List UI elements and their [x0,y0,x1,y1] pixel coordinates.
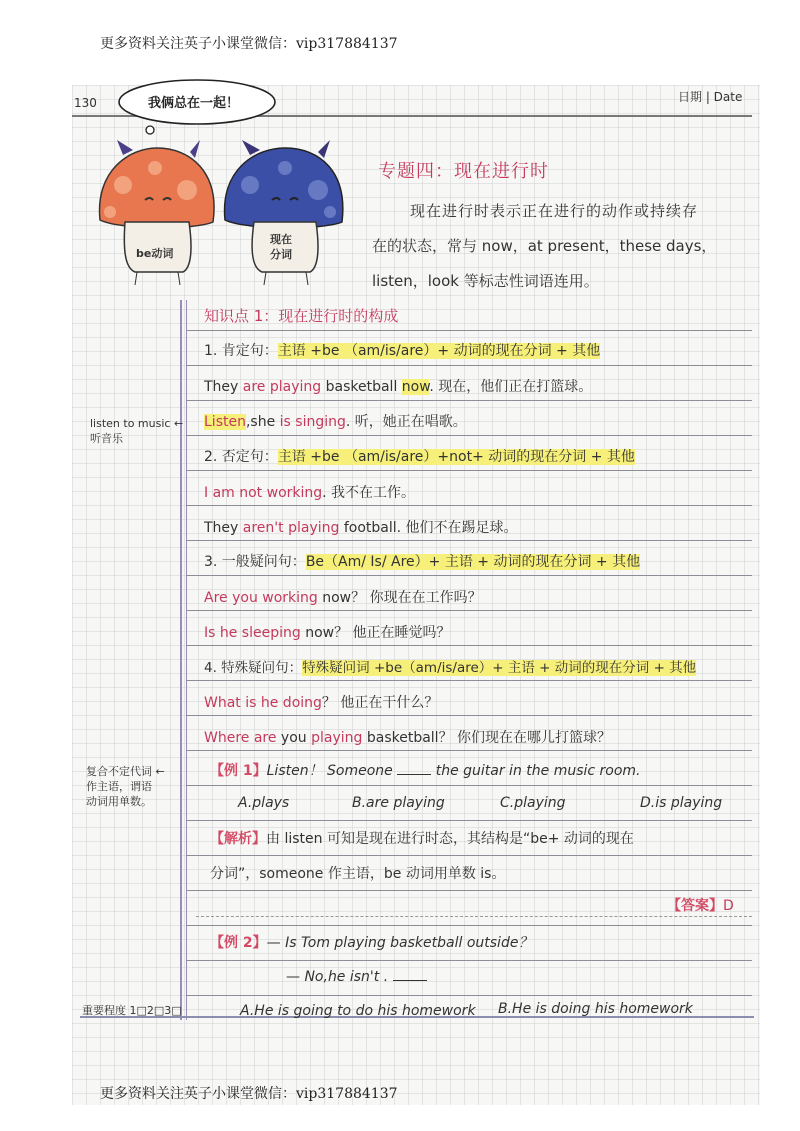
special-rule [204,656,696,676]
special-label: 4. 特殊疑问句： [204,660,303,676]
example-line-1 [204,376,592,396]
ruled-line [186,715,752,716]
example2-option-b: B.He is doing his homework [498,1001,693,1017]
example-line-5 [204,587,482,607]
ruled-line [186,435,752,436]
negative-formula: 主语 +be （am/is/are）+not+ 动词的现在分词 + 其他 [277,449,635,465]
ruled-line [186,820,752,821]
section1-title: 知识点 1：现在进行时的构成 [204,307,399,325]
example1-option-b: B.are playing [352,795,445,811]
ex8-verb: Where are [204,730,277,746]
page-number: 130 [74,96,97,110]
ex7-verb: What is he doing [204,695,322,711]
ruled-line [186,610,752,611]
example2-blank [393,968,427,981]
ex3-translation: . 我不在工作。 [322,485,416,501]
ex8-verb2: playing [311,730,363,746]
ex4-part: They [204,520,243,536]
side-note-listen [90,416,183,446]
mushroom-left-label: be动词 [136,247,174,260]
example1-option-a: A.plays [238,795,290,811]
side-note-pronoun [86,764,165,809]
intro-line-2: 在的状态，常与 now，at present，these days， [372,237,717,255]
side-note-line: 听音乐 [90,432,123,445]
watermark-bottom: 更多资料关注英子小课堂微信：vip317884137 [100,1086,398,1102]
ruled-line [186,330,752,331]
affirmative-rule [204,340,600,360]
ex2-verb: is singing [279,414,346,430]
ruled-line [186,750,752,751]
ruled-line [186,505,752,506]
ruled-line [186,890,752,891]
mushroom-right-label: 现在 分词 [270,233,292,261]
watermark-top: 更多资料关注英子小课堂微信：vip317884137 [100,36,398,52]
intro-line-3: listen，look 等标志性词语连用。 [372,272,599,290]
side-note-line: listen to music ← [90,417,184,430]
example1-question [210,760,641,780]
ex6-translation: now？ 他正在睡觉吗？ [300,625,451,641]
ruled-line [186,540,752,541]
ruled-line [186,960,752,961]
affirmative-formula: 主语 +be （am/is/are）+ 动词的现在分词 + 其他 [277,343,601,359]
example1-option-c: C.playing [500,795,566,811]
example1-option-d: D.is playing [640,795,723,811]
topic-title: 专题四：现在进行时 [378,161,549,182]
special-formula: 特殊疑问词 +be（am/is/are）+ 主语 + 动词的现在分词 + 其他 [302,660,697,676]
example2-text-2: — No,he isn't . [286,969,389,985]
ex1-verb: are playing [242,379,322,395]
importance-label: 重要程度 1□2□3□ [82,1004,182,1017]
ex5-translation: now？ 你现在在工作吗？ [317,590,482,606]
example-line-7 [204,692,438,712]
ex2-listen: Listen [204,414,246,430]
side-note-line: 动词用单数。 [86,795,152,808]
analysis-line-2: 分词”，someone 作主语，be 动词用单数 is。 [210,866,506,882]
example-line-6 [204,622,451,642]
affirmative-label: 1. 肯定句： [204,343,278,359]
example-line-2 [204,411,467,431]
analysis-text-1: 由 listen 可知是现在进行时态，其结构是“be+ 动词的现在 [266,831,634,847]
ex1-translation: . 现在，他们正在打篮球。 [429,379,593,395]
bubble-text: 我俩总在一起！ [148,96,240,111]
ex4-translation: football. 他们不在踢足球。 [339,520,518,536]
answer [667,895,734,915]
ruled-line [186,645,752,646]
example1-blank [397,762,431,775]
ex2-translation: . 听，她正在唱歌。 [345,414,467,430]
question-rule [204,551,640,571]
ex1-part: They [204,379,243,395]
example2-text-1: — Is Tom playing basketball outside？ [266,935,533,951]
answer-tag: 【答案】 [667,898,723,914]
ex1-now: now [401,379,430,395]
ex7-translation: ？ 他正在干什么？ [321,695,439,711]
side-note-line: 复合不定代词 ← [86,765,165,778]
side-note-line: 作主语，谓语 [86,780,152,793]
intro-line-1: 现在进行时表示正在进行的动作或持续存 [410,202,699,220]
question-formula: Be（Am/ Is/ Are）+ 主语 + 动词的现在分词 + 其他 [305,554,641,570]
ex2-part: ,she [245,414,280,430]
ex4-verb: aren't playing [242,520,340,536]
ex5-verb: Are you working [204,590,318,606]
example1-question-b: the guitar in the music room. [435,763,641,779]
ex8-part: you [276,730,312,746]
ruled-line [186,925,752,926]
margin-line-inner [186,300,187,1020]
example1-tag: 【例 1】 [210,763,267,779]
example2-line-2 [286,968,427,985]
example-line-8 [204,727,611,747]
date-label: 日期 | Date [678,90,743,104]
example2-option-a: A.He is going to do his homework [240,1003,476,1019]
negative-rule [204,446,635,466]
analysis-line-1 [210,828,634,848]
analysis-tag: 【解析】 [210,831,266,847]
question-label: 3. 一般疑问句： [204,554,306,570]
example-line-3 [204,482,415,502]
margin-line [180,300,182,1020]
ruled-line [186,365,752,366]
answer-value: D [723,898,734,914]
ruled-line [186,680,752,681]
ruled-line [186,785,752,786]
example-line-4 [204,517,518,537]
ex3-verb: I am not working [204,485,323,501]
mushroom-be-verb [95,140,220,285]
negative-label: 2. 否定句： [204,449,278,465]
example2-tag: 【例 2】 [210,935,267,951]
ruled-line [186,855,752,856]
example2-line-1 [210,932,532,952]
dashed-separator [196,916,752,917]
ruled-line [186,575,752,576]
ruled-line [186,995,752,996]
ex8-translation: basketball？ 你们现在在哪儿打篮球？ [362,730,612,746]
ruled-line [186,400,752,401]
ex6-verb: Is he sleeping [204,625,301,641]
ruled-line [186,470,752,471]
mushroom-present-participle [220,140,350,285]
example1-question-a: Listen！ Someone [266,763,393,779]
ex1-part: basketball [321,379,402,395]
